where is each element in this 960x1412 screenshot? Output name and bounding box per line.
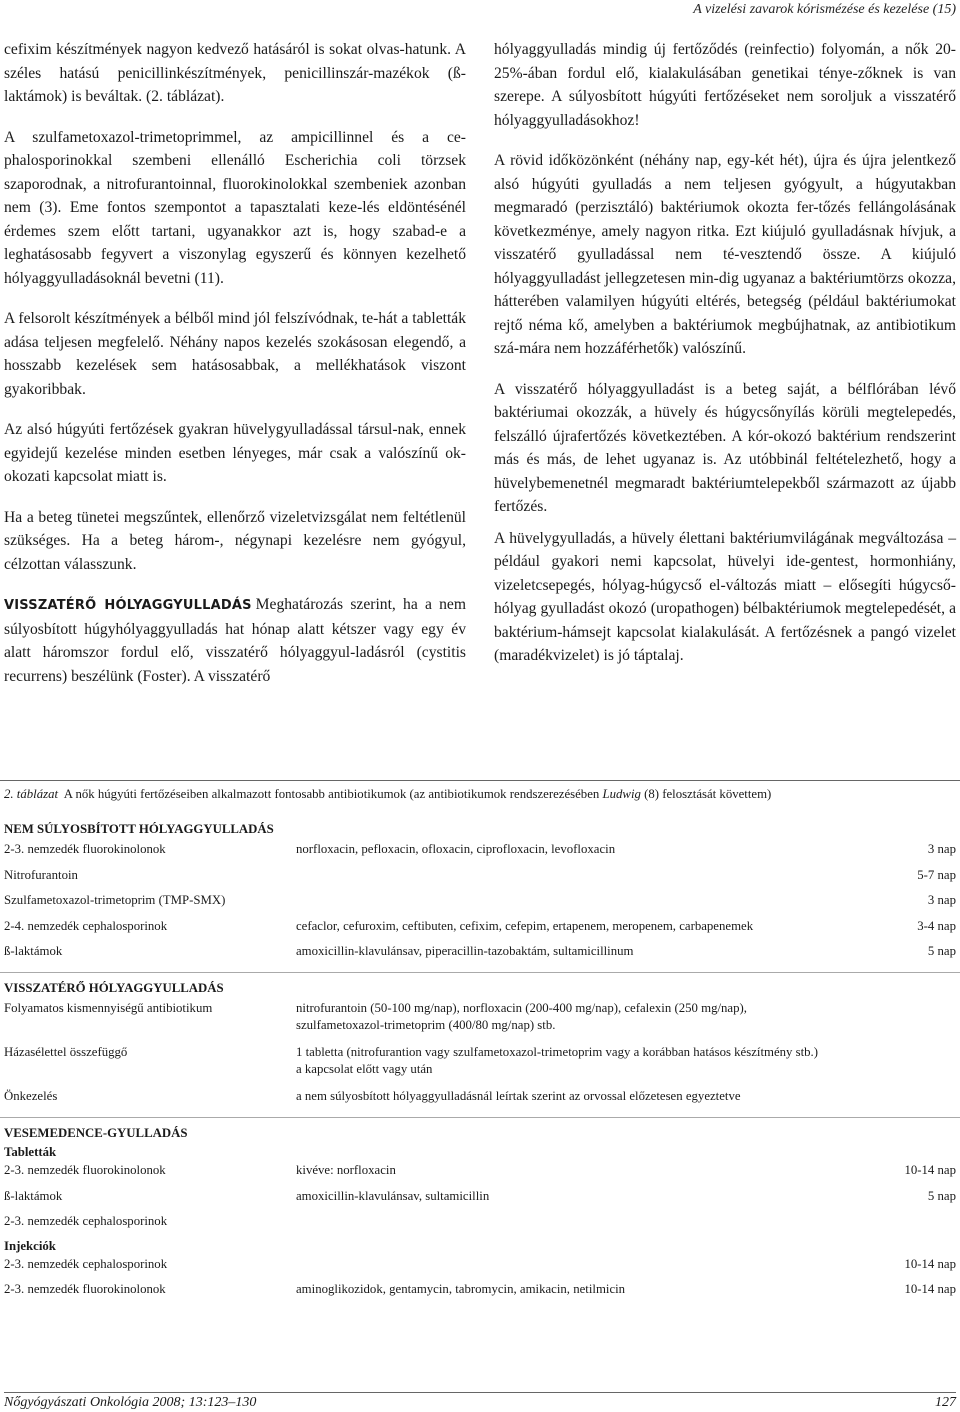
- table-row: [0, 867, 960, 884]
- table-caption: [0, 787, 960, 802]
- table-cell: [296, 1088, 856, 1105]
- table-cell: 10-14 nap: [904, 1282, 956, 1296]
- table-cell: amoxicillin-klavulánsav, piperacillin-tazobaktám, sultamicillinum: [296, 944, 634, 958]
- paragraph: A visszatérő hólyaggyulladást is a beteg saját, a bélflórában lévő baktériumai okozzák, a hüvely és húgycsőnyílás körüli megtelepedés, felszálló újrafertőzés következtében. A kór-okozó baktérium rendszerint más és más, de lehet ugyanaz is. Az utóbbinál feltételezhető, hogy a hüvelybemenetnél megmaradt baktériumtelepekből származott az újabb fertőzés.: [494, 380, 956, 515]
- table-row: [0, 1256, 960, 1273]
- left-column: [4, 38, 466, 705]
- table-cell: 10-14 nap: [904, 1256, 956, 1271]
- table-cell: amoxicillin-klavulánsav, sultamicillin: [296, 1188, 490, 1203]
- table-cell: Folyamatos kismennyiségű antibiotikum: [4, 1001, 213, 1015]
- page-number: 127: [935, 1395, 956, 1410]
- table-cell: Szulfametoxazol-trimetoprim (TMP-SMX): [4, 893, 226, 907]
- table-cell: 2-3. nemzedék fluorokinolonok: [4, 1163, 166, 1177]
- section-title: VESEMEDENCE-GYULLADÁS: [0, 1117, 960, 1141]
- caption-text: A nők húgyúti fertőzéseiben alkalmazott fontosabb antibiotikumok (az antibiotikumok rendszerezésében: [63, 787, 600, 801]
- paragraph: cefixim készítmények nagyon kedvező hatásáról is sokat olvas-hatunk. A széles hatású penicillinkészítmények, penicillinszár-mazékok (ß-laktámok) is beváltak. (2. táblázat).: [4, 41, 466, 105]
- right-column: [494, 38, 956, 685]
- page-footer: [4, 1392, 956, 1411]
- table-cell: nitrofurantoin (50-100 mg/nap), norfloxacin (200-400 mg/nap), cefalexin (250 mg/nap),: [296, 1001, 747, 1015]
- table-cell: 5-7 nap: [917, 867, 956, 882]
- section-title: NEM SÚLYOSBÍTOTT HÓLYAGGYULLADÁS: [4, 822, 274, 836]
- table-cell: Nitrofurantoin: [4, 867, 78, 882]
- table-cell: kivéve: norfloxacin: [296, 1163, 396, 1177]
- table-cell: 2-3. nemzedék cephalosporinok: [4, 1214, 168, 1228]
- section-run-in-heading: VISSZATÉRŐ HÓLYAGGYULLADÁS: [4, 598, 252, 613]
- paragraph-recurrent-cystitis: [4, 593, 466, 688]
- table-cell: 1 tabletta (nitrofurantion vagy szulfametoxazol-trimetoprim vagy a korábban hatásos készítmény stb.): [296, 1045, 819, 1059]
- table-row: [0, 918, 960, 935]
- table-cell: 5 nap: [927, 1188, 956, 1203]
- journal-citation: Nőgyógyászati Onkológia 2008; 13:123–130: [4, 1395, 257, 1410]
- table-cell: aminoglikozidok, gentamycin, tabromycin, amikacin, netilmicin: [296, 1282, 626, 1296]
- table-cell: [296, 1256, 856, 1273]
- table-row: [0, 1044, 960, 1078]
- table-row: [0, 1213, 960, 1230]
- table-cell: 2-4. nemzedék cephalosporinok: [4, 918, 168, 933]
- paragraph: A felsorolt készítmények a bélből mind jól felszívódnak, te-hát a tabletták adása teljesen megfelelő. Néhány napos kezelés szokásosan elegendő, a hosszabb kezelések sem hatásosabbak, a mellékhatások viszont gyakoribbak.: [4, 310, 466, 398]
- running-head: A vizelési zavarok kórismézése és kezelése (15): [693, 2, 956, 17]
- table-cell: 2-3. nemzedék fluorokinolonok: [4, 842, 166, 856]
- paragraph: A rövid időközönként (néhány nap, egy-két hét), újra és újra jelentkező alsó húgyúti gyulladás a nem teljesen gyógyult, a húgyutakban megmaradó (perzisztáló) baktériumok okozta fer-tőzés fellángolásának következménye, amely nagyon ritka. Ezt kiújuló gyulladásnak hívjuk, a visszatérő gyulladással nem té-vesztendő össze. A kiújuló hólyaggyulladást jellegzetesen min-dig ugyanaz a baktériumtörzs okozza, hátterében valamilyen húgyúti eltérés, betegség (például baktériumokat rejtő néma kő, amelyben a baktériumok megbújhatnak, az antibiotikum szá-mára nem hozzáférhetők) valószínű.: [494, 152, 956, 357]
- paragraph: Az alsó húgyúti fertőzések gyakran hüvelygyulladással társul-nak, ennek egyidejű kezelése minden esetben lényeges, már csak a valószínű ok-okozati kapcsolat miatt is.: [4, 421, 466, 485]
- table-cell: 3-4 nap: [917, 918, 956, 933]
- table-top-rule: [0, 780, 960, 781]
- table-cell: [296, 1044, 856, 1078]
- paragraph: hólyaggyulladás mindig új fertőződés (reinfectio) folyomán, a nők 20-25%-ában fordul elő, kialakulásában genetikai ténye-zőknek is van szerepe. A súlyosbított húgyúti fertőzéseket nem soroljuk a visszatérő hólyaggyulladásokhoz!: [494, 41, 956, 129]
- subsection-title: Tabletták: [4, 1145, 57, 1159]
- table-row: [0, 892, 960, 909]
- table-row: [0, 1281, 960, 1298]
- table-label: 2. táblázat: [4, 787, 59, 801]
- table-cell: Önkezelés: [4, 1089, 58, 1103]
- table-cell: norfloxacin, pefloxacin, ofloxacin, ciprofloxacin, levofloxacin: [296, 842, 616, 856]
- table-cell: a nem súlyosbított hólyaggyulladásnál leírtak szerint az orvossal előzetesen egyeztetve: [296, 1089, 741, 1103]
- table-cell: 2-3. nemzedék fluorokinolonok: [4, 1282, 166, 1296]
- table-cell: [296, 867, 856, 884]
- table-cell: [296, 1213, 856, 1230]
- caption-author: Ludwig: [602, 787, 641, 801]
- table-row: [0, 1188, 960, 1205]
- table-cell: [856, 1213, 960, 1230]
- table-cell: 3 nap: [927, 842, 956, 856]
- caption-text: (8) felosztását követtem): [644, 787, 772, 801]
- table-cell: 5 nap: [927, 944, 956, 958]
- table-cell: szulfametoxazol-trimetoprim (400/80 mg/nap) stb.: [296, 1018, 556, 1032]
- table-cell: 10-14 nap: [904, 1163, 956, 1177]
- table-cell: cefaclor, cefuroxim, ceftibuten, cefixim, cefepim, ertapenem, meropenem, carbapenemek: [296, 918, 754, 933]
- table-row: [0, 1000, 960, 1034]
- section-rows: [0, 1256, 960, 1299]
- section-rows: [0, 841, 960, 960]
- table-row: [0, 943, 960, 960]
- table-cell: [296, 1000, 856, 1034]
- table-row: [0, 1162, 960, 1179]
- table-cell: ß-laktámok: [4, 1188, 63, 1203]
- subsection-title: Injekciók: [4, 1238, 56, 1253]
- paragraph-text: Meghatározás szerint, ha a nem súlyosbított húgyhólyaggyulladás hat hónap alatt kétszer vagy egy év alatt háromszor fordul elő, visszatérő hólyaggyul-ladásról (cystitis recurrens) beszélünk (Foster). A visszatérő: [4, 596, 466, 685]
- section-title: VISSZATÉRŐ HÓLYAGGYULLADÁS: [0, 972, 960, 996]
- table-cell: 3 nap: [927, 893, 956, 907]
- paragraph: Ha a beteg tünetei megszűntek, ellenőrző vizeletvizsgálat nem feltétlenül szükséges. Ha a beteg három-, négynapi kezelésre nem gyógyul, célzottan válasszunk.: [4, 508, 466, 573]
- section-rows: [0, 1000, 960, 1105]
- table-cell: ß-laktámok: [4, 944, 63, 958]
- table-cell: Házasélettel összefüggő: [4, 1045, 128, 1059]
- section-rows: [0, 1162, 960, 1230]
- paragraph: A hüvelygyulladás, a hüvely élettani baktériumvilágának megváltozása – például gyakori nemi kapcsolat, hüvelyi ide-gentest, hormonhiány, vizeletcsepegés, hólyag-húgycső el-változás miatt – elősegíti húgycső-hólyag gyulladást okozó (uropathogen) bélbaktériumok megtelepedését, a baktérium-hámsejt kapcsolat kialakulását. A fertőzésnek a pangó vizelet (maradékvizelet) is jó táptalaj.: [494, 529, 956, 664]
- table-cell: 2-3. nemzedék cephalosporinok: [4, 1256, 168, 1271]
- table-row: [0, 1088, 960, 1105]
- table-cell: [296, 892, 856, 909]
- paragraph: A szulfametoxazol-trimetoprimmel, az ampicillinnel és a ce-phalosporinokkal szembeni ellenálló Escherichia coli törzsek szaporodnak, a nitrofurantoinnal, fluorokinolokkal szembeniek azonban nem (3). Eme fontos szempontot a tapasztalati keze-lés eldöntésénél érdemes szem előtt tartani, ugyanakkor azt is, hogy szabad-e a leghatásosabb fegyvert a viszonylag egyszerű és könnyen kezelhető hólyaggyulladásoknál bevetni (11).: [4, 128, 466, 287]
- antibiotics-table: [0, 780, 960, 1307]
- table-cell: a kapcsolat előtt vagy után: [296, 1062, 433, 1076]
- table-row: [0, 841, 960, 858]
